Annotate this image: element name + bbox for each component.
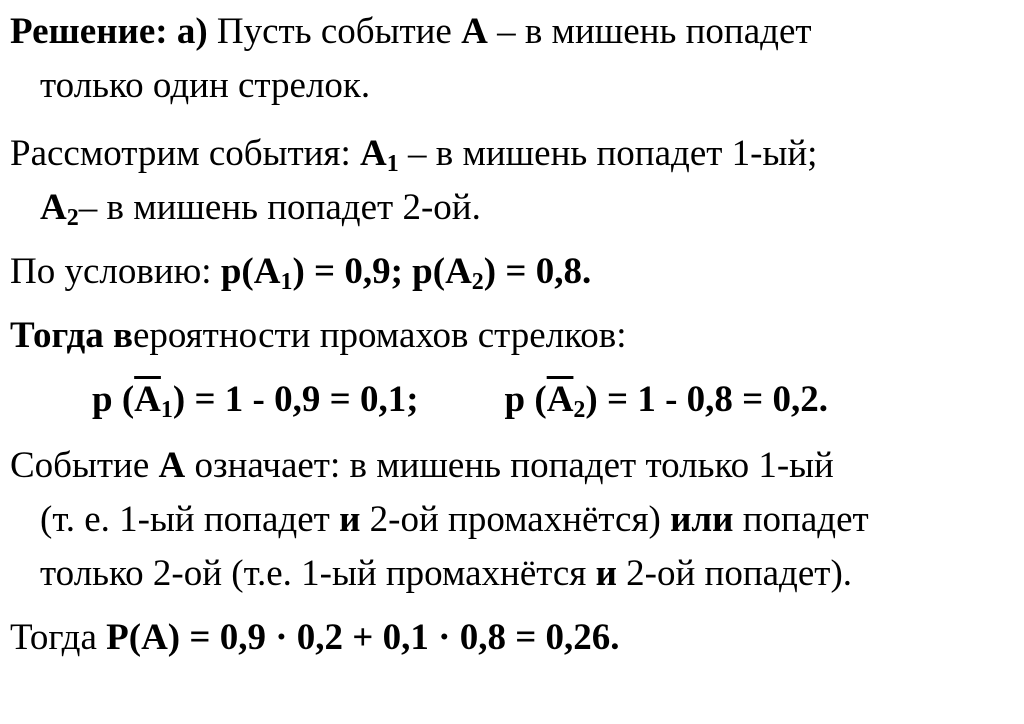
- text: Событие: [10, 445, 159, 486]
- result-line: [10, 612, 620, 664]
- text: только один стрелок.: [40, 65, 371, 106]
- text: Пусть событие: [207, 11, 462, 52]
- formula: ) = 1 - 0,8 = 0,2.: [585, 379, 828, 420]
- formula: р (: [92, 379, 135, 420]
- formula: ) = 0,9; р(А: [292, 251, 472, 292]
- event-meaning-cont-2: [40, 548, 852, 600]
- text: попадет: [733, 499, 869, 540]
- solution-heading-line: [10, 6, 812, 58]
- event-a2: А: [40, 187, 67, 228]
- event-meaning-line: [10, 440, 834, 492]
- event-meaning-cont-1: [40, 494, 869, 546]
- text: 2-ой попадет).: [616, 553, 853, 594]
- event-a: А: [461, 11, 488, 52]
- subscript: 1: [160, 397, 173, 423]
- formula: р (: [504, 379, 547, 420]
- and-word: и: [595, 553, 617, 594]
- subscript: 1: [386, 151, 399, 177]
- formula: ) = 1 - 0,9 = 0,1;: [172, 379, 419, 420]
- text: – в мишень попадет 2-ой.: [78, 187, 481, 228]
- result-formula: Р(А) = 0,9 · 0,2 + 0,1 · 0,8 = 0,26.: [106, 617, 620, 658]
- text: – в мишень попадет: [487, 11, 812, 52]
- complement-a: А: [546, 379, 574, 420]
- miss-formula-line: [92, 374, 828, 426]
- text: означает: в мишень попадет только 1-ый: [185, 445, 834, 486]
- subscript: 2: [471, 269, 484, 295]
- solution-heading-cont: [40, 60, 370, 112]
- subscript: 2: [573, 397, 586, 423]
- text: только 2-ой (т.е. 1-ый промахнётся: [40, 553, 596, 594]
- or-word: или: [670, 499, 734, 540]
- events-line: [10, 128, 817, 180]
- complement-a: А: [134, 379, 161, 420]
- text: По условию:: [10, 251, 221, 292]
- text: Рассмотрим события:: [10, 133, 360, 174]
- text: (т. е. 1-ый попадет: [40, 499, 340, 540]
- formula: ) = 0,8.: [483, 251, 592, 292]
- text: ероятности промахов стрелков:: [132, 315, 627, 356]
- formula: р(А: [220, 251, 281, 292]
- text: Тогда: [10, 617, 107, 658]
- then-label: Тогда в: [10, 315, 133, 356]
- miss-intro-line: [10, 310, 626, 362]
- text: – в мишень попадет 1-ый;: [398, 133, 818, 174]
- event-a: А: [158, 445, 186, 486]
- solution-label: Решение: а): [10, 11, 208, 52]
- condition-line: [10, 246, 591, 298]
- subscript: 1: [280, 269, 293, 295]
- text: 2-ой промахнётся): [360, 499, 671, 540]
- and-word: и: [339, 499, 361, 540]
- event-a1: А: [359, 133, 387, 174]
- subscript: 2: [66, 205, 79, 231]
- events-line-cont: [40, 182, 481, 234]
